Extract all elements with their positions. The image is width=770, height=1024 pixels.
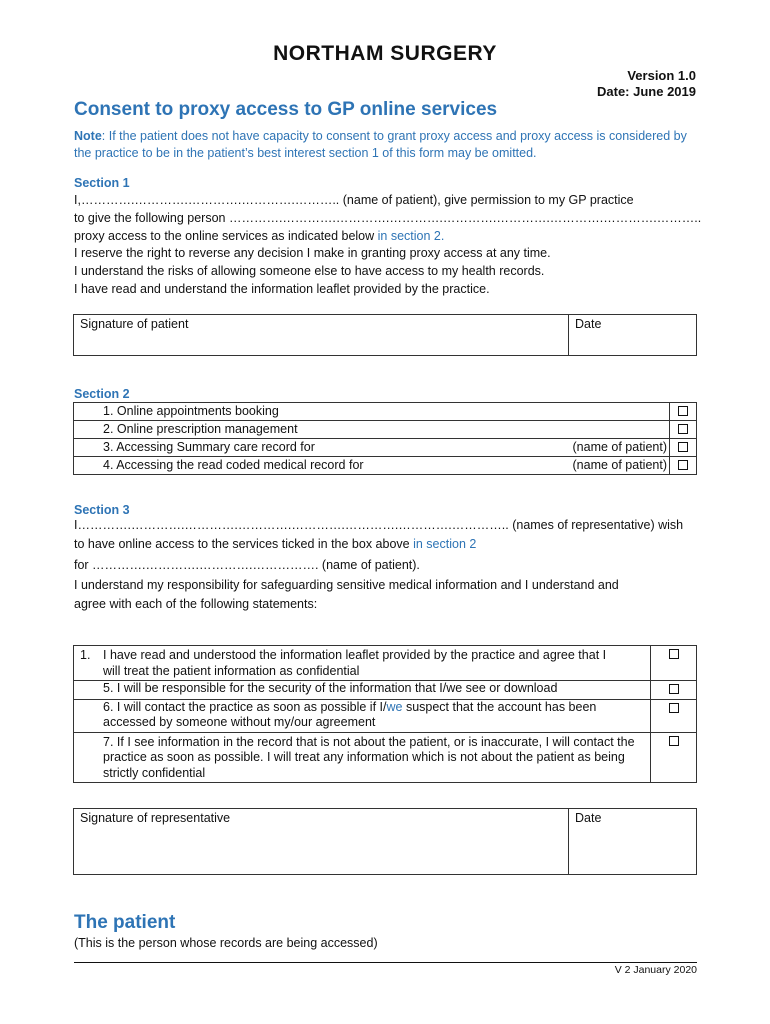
checkbox-icon bbox=[669, 684, 679, 694]
representative-signature-field[interactable] bbox=[74, 809, 569, 875]
representative-signature-table bbox=[73, 808, 697, 875]
statement-text: I have read and understood the information leaflet provided by the practice and agree that I will treat the patient information as confidential bbox=[103, 648, 607, 678]
checkbox-icon bbox=[669, 736, 679, 746]
service-row bbox=[74, 439, 697, 457]
patient-signature-label: Signature of patient bbox=[80, 317, 189, 331]
section-1-label: Section 1 bbox=[74, 176, 130, 190]
statement-text: suspect that the account has been accessed by someone without my/our agreement bbox=[103, 699, 597, 729]
service-suffix: (name of patient) bbox=[572, 458, 667, 472]
statement-checkbox[interactable] bbox=[651, 732, 697, 783]
statement-checkbox[interactable] bbox=[651, 681, 697, 700]
service-label: 3. Accessing Summary care record for bbox=[103, 440, 315, 454]
service-cell bbox=[74, 439, 670, 457]
representative-signature-label: Signature of representative bbox=[80, 811, 231, 825]
patient-signature-field[interactable] bbox=[74, 315, 569, 356]
section-1-line: I,………….………….………….………….……….. (name of patient), give permission to my GP practice bbox=[74, 193, 634, 207]
service-suffix: (name of patient) bbox=[572, 440, 667, 454]
section-3-line-text: to have online access to the services ticked in the box above bbox=[74, 537, 414, 551]
checkbox-icon bbox=[669, 649, 679, 659]
section-2-link: in section 2. bbox=[377, 229, 445, 243]
statement-cell bbox=[74, 646, 651, 681]
checkbox-icon bbox=[669, 703, 679, 713]
section-1-line: I have read and understand the information leaflet provided by the practice. bbox=[74, 282, 490, 296]
checkbox-icon bbox=[678, 460, 688, 470]
service-row bbox=[74, 457, 697, 475]
service-row bbox=[74, 403, 697, 421]
statement-checkbox[interactable] bbox=[651, 646, 697, 681]
footer-version: V 2 January 2020 bbox=[614, 964, 697, 976]
representative-date-field[interactable] bbox=[569, 809, 697, 875]
document-title: NORTHAM SURGERY bbox=[273, 42, 497, 65]
patient-heading: The patient bbox=[74, 912, 176, 933]
statement-number: 1. bbox=[80, 648, 91, 662]
note-paragraph bbox=[74, 128, 704, 161]
statement-row bbox=[74, 681, 697, 700]
service-label: 1. Online appointments booking bbox=[74, 403, 670, 421]
service-row bbox=[74, 421, 697, 439]
service-cell bbox=[74, 457, 670, 475]
service-checkbox[interactable] bbox=[670, 421, 697, 439]
statement-text: 5. I will be responsible for the security of the information that I/we see or download bbox=[74, 681, 651, 700]
version-label: Version 1.0 bbox=[627, 68, 696, 83]
statement-cell bbox=[74, 699, 651, 732]
section-1-line bbox=[74, 229, 444, 243]
section-1-line: I understand the risks of allowing someone else to have access to my health records. bbox=[74, 264, 545, 278]
patient-date-field[interactable] bbox=[569, 315, 697, 356]
statements-table bbox=[73, 645, 697, 783]
note-label: Note bbox=[74, 129, 102, 143]
section-1-line: I reserve the right to reverse any decision I make in granting proxy access at any time. bbox=[74, 246, 551, 260]
service-checkbox[interactable] bbox=[670, 403, 697, 421]
section-3-line: agree with each of the following statements: bbox=[74, 597, 318, 611]
representative-date-label: Date bbox=[575, 811, 602, 825]
section-3-line bbox=[74, 537, 476, 551]
section-1-line: to give the following person ………….………….………….………….………….………….………….………….……….. bbox=[74, 211, 702, 225]
checkbox-icon bbox=[678, 442, 688, 452]
footer-divider bbox=[74, 962, 697, 963]
patient-date-label: Date bbox=[575, 317, 602, 331]
statement-text: 6. I will contact the practice as soon as possible if I/ bbox=[103, 699, 387, 714]
date-label: Date: June 2019 bbox=[597, 84, 696, 99]
checkbox-icon bbox=[678, 424, 688, 434]
patient-subtitle: (This is the person whose records are being accessed) bbox=[74, 936, 378, 950]
statement-row bbox=[74, 699, 697, 732]
section-3-label: Section 3 bbox=[74, 503, 130, 517]
checkbox-icon bbox=[678, 406, 688, 416]
section-3-line: I understand my responsibility for safeguarding sensitive medical information and I understand and bbox=[74, 578, 619, 592]
note-text: : If the patient does not have capacity to consent to grant proxy access and proxy access is considered by the practice to be in the patient’s best interest section 1 of this form may be omitted. bbox=[74, 129, 687, 160]
service-label: 2. Online prescription management bbox=[74, 421, 670, 439]
service-checkbox[interactable] bbox=[670, 439, 697, 457]
page-heading: Consent to proxy access to GP online services bbox=[74, 99, 498, 120]
statement-row bbox=[74, 732, 697, 783]
section-3-line: for ………….………….………….……………. (name of patient). bbox=[74, 558, 420, 572]
statement-checkbox[interactable] bbox=[651, 699, 697, 732]
section-2-link: in section 2 bbox=[413, 537, 477, 551]
statement-text-highlight: we bbox=[386, 699, 403, 714]
service-checkbox[interactable] bbox=[670, 457, 697, 475]
statement-row bbox=[74, 646, 697, 681]
patient-signature-table bbox=[73, 314, 697, 356]
section-3-line: I………….………….………….………….………….………….………….………….. (names of representative) wish bbox=[74, 518, 684, 532]
section-1-line-text: proxy access to the online services as indicated below bbox=[74, 229, 378, 243]
section-2-label: Section 2 bbox=[74, 387, 130, 401]
services-table bbox=[73, 402, 697, 475]
service-label: 4. Accessing the read coded medical record for bbox=[103, 458, 364, 472]
statement-text: 7. If I see information in the record that is not about the patient, or is inaccurate, I will contact the practice as soon as possible. I will treat any information which is not about the patient as being strictly confidential bbox=[74, 732, 651, 783]
